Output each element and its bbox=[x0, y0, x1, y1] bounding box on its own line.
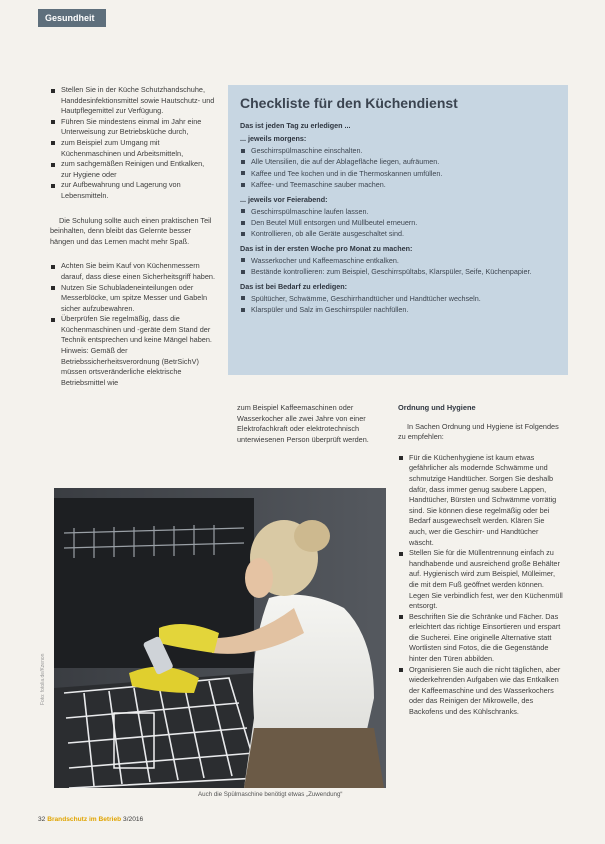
checklist-weekly-list bbox=[240, 255, 556, 278]
checklist-morning-list bbox=[240, 145, 556, 191]
checklist-weekly-label: Das ist in der ersten Woche pro Monat zu machen: bbox=[240, 243, 413, 253]
list-item: Kaffee und Tee kochen und in die Thermoskannen umfüllen. bbox=[240, 168, 556, 179]
list-item: Beschriften Sie die Schränke und Fächer. Das erleichtert das richtige Einsortieren und erspart die Sucherei. Eine originelle Alternative statt Wortlisten sind Fotos, die die Gegenstände hinter den Türen abbilden. bbox=[398, 612, 564, 665]
list-item: zum Beispiel zum Umgang mit Küchenmaschinen und Arbeitsmitteln, bbox=[50, 138, 215, 159]
left-column bbox=[50, 85, 215, 388]
right-column bbox=[398, 403, 564, 718]
list-item: Geschirrspülmaschine einschalten. bbox=[240, 145, 556, 156]
list-item: Den Beutel Müll entsorgen und Müllbeutel erneuern. bbox=[240, 217, 556, 228]
checklist-need-list bbox=[240, 293, 556, 316]
checklist-evening-list bbox=[240, 206, 556, 240]
middle-text: zum Beispiel Kaffeemaschinen oder Wasserkocher alle zwei Jahre von einer Elektrofachkraft oder elektrotechnisch unterwiesenen Person überprüft werden. bbox=[237, 403, 369, 444]
photo-caption: Auch die Spülmaschine benötigt etwas „Zuwendung“ bbox=[198, 791, 343, 798]
issue-number: 3/2016 bbox=[123, 816, 144, 823]
page-footer bbox=[38, 816, 143, 823]
left-paragraph: Die Schulung sollte auch einen praktischen Teil beinhalten, denn bleibt das Gelernte besser hängen und das Lernen macht mehr Spaß. bbox=[50, 215, 212, 246]
dishwasher-photo bbox=[54, 488, 386, 788]
page-number: 32 bbox=[38, 816, 46, 823]
list-item: zum sachgemäßen Reinigen und Entkalken, zur Hygiene oder bbox=[50, 159, 215, 180]
list-item: Geschirrspülmaschine laufen lassen. bbox=[240, 206, 556, 217]
dishwasher-illustration bbox=[54, 488, 386, 788]
magazine-name: Brandschutz im Betrieb bbox=[47, 816, 122, 823]
list-item: Organisieren Sie auch die nicht täglichen, aber wiederkehrenden Aufgaben wie das Entkalken der Kaffeemaschine und des Wasserkochers oder das Reinigen der Mikrowelle, des Backofens und des Kühlschranks. bbox=[398, 665, 564, 718]
checklist-need-label: Das ist bei Bedarf zu erledigen: bbox=[240, 281, 348, 291]
list-item: zur Aufbewahrung und Lagerung von Lebensmitteln. bbox=[50, 180, 215, 201]
right-heading: Ordnung und Hygiene bbox=[398, 403, 476, 412]
left-bullets-2 bbox=[50, 261, 215, 388]
list-item: Stellen Sie für die Müllentrennung einfach zu handhabende und ausreichend große Behälter auf. Hygienisch wird zum Beispiel, Mülleimer, die mit dem Fuß geöffnet werden können. Legen Sie verbindlich fest, wer den Küchenmüll entsorgt. bbox=[398, 548, 564, 612]
list-item: Alle Utensilien, die auf der Ablagefläche liegen, aufräumen. bbox=[240, 156, 556, 167]
list-item: Kontrollieren, ob alle Geräte ausgeschaltet sind. bbox=[240, 228, 556, 239]
right-bullets bbox=[398, 453, 564, 718]
section-tab: Gesundheit bbox=[38, 9, 106, 27]
checklist-box bbox=[228, 85, 568, 375]
list-item: Führen Sie mindestens einmal im Jahr eine Unterweisung zur Betriebsküche durch, bbox=[50, 117, 215, 138]
checklist-title: Checkliste für den Küchendienst bbox=[240, 95, 458, 111]
list-item: Überprüfen Sie regelmäßig, dass die Küchenmaschinen und -geräte dem Stand der Technik entsprechen und keine Mängel haben. Hinweis: Gemäß der Betriebssicherheitsverordnung (BetrSichV) müssen ortsveränderliche elektrische Betriebsmittel wie bbox=[50, 314, 215, 388]
photo-credit: Foto: fotolia.de/Kzenon bbox=[40, 653, 46, 705]
list-item: Wasserkocher und Kaffeemaschine entkalken. bbox=[240, 255, 556, 266]
checklist-evening-label: ... jeweils vor Feierabend: bbox=[240, 194, 328, 204]
checklist-morning-label: ... jeweils morgens: bbox=[240, 134, 307, 143]
list-item: Achten Sie beim Kauf von Küchenmessern darauf, dass diese einen Sicherheitsgriff haben. bbox=[50, 261, 215, 282]
checklist-intro: Das ist jeden Tag zu erledigen ... bbox=[240, 121, 351, 130]
list-item: Spültücher, Schwämme, Geschirrhandtücher und Handtücher wechseln. bbox=[240, 293, 556, 304]
list-item: Kaffee- und Teemaschine sauber machen. bbox=[240, 179, 556, 190]
list-item: Nutzen Sie Schubladeneinteilungen oder Messerblöcke, um spitze Messer und Gabeln sicher aufzubewahren. bbox=[50, 283, 215, 315]
list-item: Für die Küchenhygiene ist kaum etwas gefährlicher als modernde Schwämme und schmutzige Handtücher. Sorgen Sie deshalb dafür, dass immer genug saubere Lappen, Handtücher, Bürsten und Schwämme vorrätig sind. Sie können diese regelmäßig oder bei Bedarf ausgewechselt werden. Klären Sie auch, wer die Geschirr- und Handtücher wäscht. bbox=[398, 453, 564, 548]
list-item: Klarspüler und Salz im Geschirrspüler nachfüllen. bbox=[240, 304, 556, 315]
list-item: Bestände kontrollieren: zum Beispiel, Geschirrspültabs, Klarspüler, Seife, Küchenpapier. bbox=[240, 266, 556, 277]
middle-column bbox=[237, 403, 383, 445]
list-item: Stellen Sie in der Küche Schutzhandschuhe, Handdesinfektionsmittel sowie Hautschutz- und Hautpflegemittel zur Verfügung. bbox=[50, 85, 215, 117]
left-bullets-1 bbox=[50, 85, 215, 202]
right-intro: In Sachen Ordnung und Hygiene ist Folgendes zu empfehlen: bbox=[398, 421, 559, 442]
